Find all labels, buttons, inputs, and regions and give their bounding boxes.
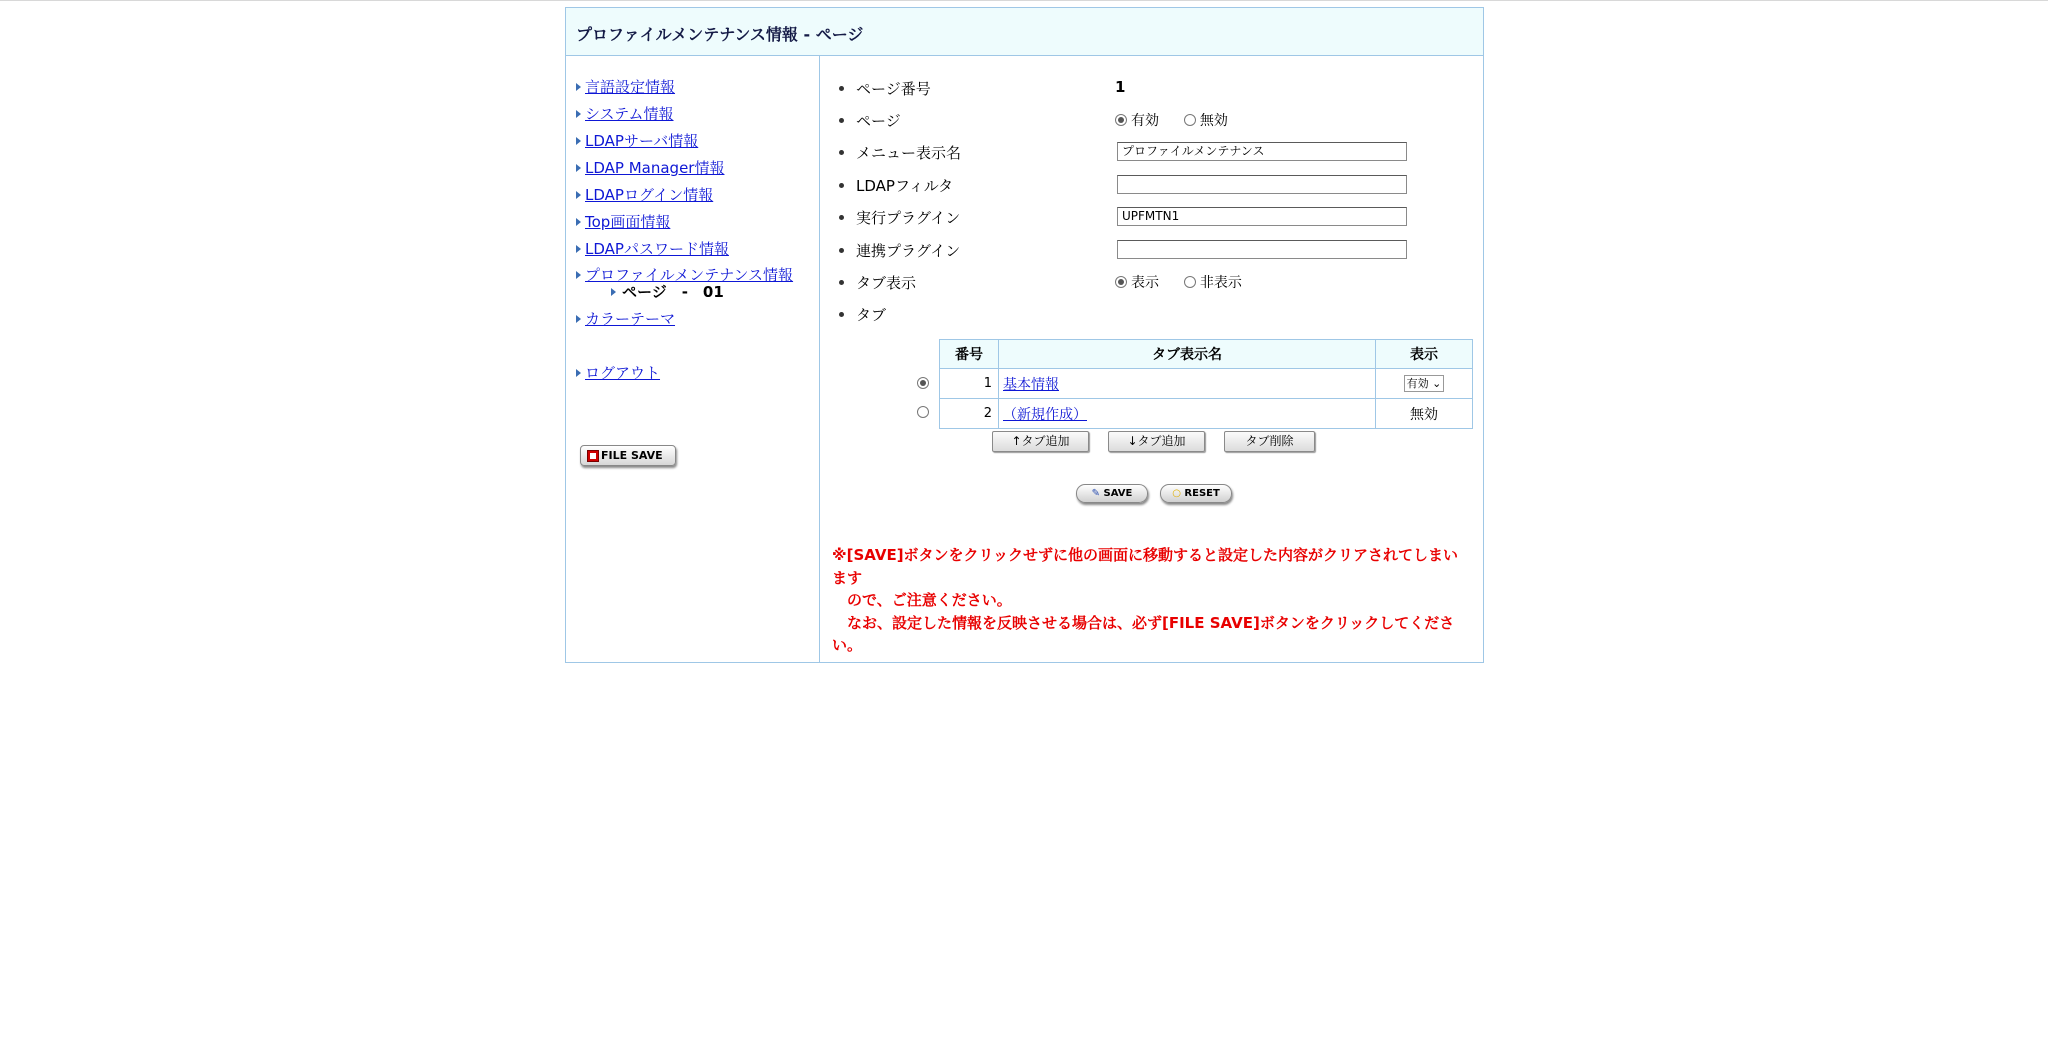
bullet-icon [839, 280, 844, 285]
page-disabled-radio[interactable] [1184, 114, 1196, 126]
sidebar-link-profile-maintenance[interactable]: プロファイルメンテナンス情報 [585, 266, 794, 284]
file-save-button[interactable] [580, 445, 676, 466]
main-panel [565, 7, 1484, 663]
warning-line-1: ※[SAVE]ボタンをクリックせずに他の画面に移動すると設定した内容がクリアされてしまいます [832, 546, 1458, 587]
sidebar-link-system[interactable]: システム情報 [585, 105, 674, 123]
tab-display-value: 無効 [1376, 399, 1473, 429]
exec-plugin-label: 実行プラグイン [856, 209, 961, 227]
tab-display-options [1115, 272, 1242, 292]
sidebar-item-ldap-login[interactable] [576, 184, 713, 206]
warning-line-2: ので、ご注意ください。 [832, 591, 1012, 609]
tab-delete-button[interactable]: タブ削除 [1224, 431, 1315, 452]
title-bar [566, 8, 1483, 56]
reset-circle-icon: ○ [1172, 488, 1181, 499]
sidebar-link-ldap-login[interactable]: LDAPログイン情報 [585, 186, 714, 204]
warning-message [832, 544, 1472, 657]
page-title: プロファイルメンテナンス情報 - ページ [576, 25, 864, 44]
tab-number: 2 [940, 399, 999, 429]
bullet-icon [839, 248, 844, 253]
sidebar-link-language[interactable]: 言語設定情報 [585, 78, 676, 96]
sidebar-subitem-label: ページ - 01 [622, 283, 724, 301]
sidebar-link-top-screen[interactable]: Top画面情報 [585, 213, 671, 231]
reset-label: RESET [1184, 488, 1220, 499]
arrow-right-icon [576, 191, 581, 199]
tab-display-hide-radio[interactable] [1184, 276, 1196, 288]
table-row [940, 399, 1473, 429]
sidebar-item-ldap-server[interactable] [576, 130, 698, 152]
link-plugin-input[interactable] [1117, 240, 1407, 259]
tab-table [939, 339, 1473, 429]
logout-link[interactable]: ログアウト [585, 364, 661, 382]
arrow-right-icon [576, 245, 581, 253]
arrow-right-icon [576, 369, 581, 377]
bullet-icon [839, 215, 844, 220]
sidebar-item-color-theme[interactable] [576, 308, 675, 330]
page-status-label: ページ [856, 112, 901, 130]
tab-row-1-radio[interactable] [917, 377, 929, 389]
sidebar-subitem-page [611, 281, 724, 303]
table-row [940, 369, 1473, 399]
top-divider [0, 0, 2048, 1]
sidebar-item-ldap-password[interactable] [576, 238, 729, 260]
link-plugin-label: 連携プラグイン [856, 242, 961, 260]
bullet-icon [839, 312, 844, 317]
tab-name-cell [999, 369, 1376, 399]
page-enabled-label: 有効 [1131, 113, 1159, 129]
tab-name-cell [999, 399, 1376, 429]
arrow-right-icon [576, 218, 581, 226]
bullet-icon [839, 118, 844, 123]
menu-name-label: メニュー表示名 [856, 144, 962, 162]
tab-name-link[interactable]: （新規作成） [1003, 406, 1087, 423]
warning-line-3: なお、設定した情報を反映させる場合は、必ず[FILE SAVE]ボタンをクリックしてください。 [832, 613, 1455, 654]
tab-display-hide-label: 非表示 [1199, 275, 1242, 291]
bullet-icon [839, 150, 844, 155]
bullet-icon [839, 183, 844, 188]
arrow-right-icon [576, 315, 581, 323]
page-number-label: ページ番号 [856, 80, 931, 98]
arrow-right-icon [611, 288, 616, 296]
tab-display-cell [1376, 369, 1473, 399]
sidebar-item-top-screen[interactable] [576, 211, 670, 233]
arrow-right-icon [576, 137, 581, 145]
tab-label: タブ [856, 306, 887, 324]
col-header-tab-name: タブ表示名 [999, 340, 1376, 369]
content-area [820, 56, 1483, 662]
page-disabled-label: 無効 [1199, 113, 1228, 129]
tab-add-up-button[interactable]: ↑タブ追加 [992, 431, 1089, 452]
tab-row-2-radio[interactable] [917, 406, 929, 418]
arrow-right-icon [576, 110, 581, 118]
arrow-right-icon [576, 83, 581, 91]
tab-name-link[interactable]: 基本情報 [1003, 376, 1059, 393]
table-header-row [940, 340, 1473, 369]
sidebar-link-ldap-server[interactable]: LDAPサーバ情報 [585, 132, 699, 150]
sidebar-item-ldap-manager[interactable] [576, 157, 724, 179]
pencil-icon: ✎ [1091, 488, 1101, 499]
tab-number: 1 [940, 369, 999, 399]
arrow-right-icon [576, 164, 581, 172]
menu-name-input[interactable]: プロファイルメンテナンス [1117, 142, 1407, 161]
file-save-label: FILE SAVE [601, 449, 663, 462]
col-header-number: 番号 [940, 340, 999, 369]
sidebar-item-language[interactable] [576, 76, 675, 98]
ldap-filter-input[interactable] [1117, 175, 1407, 194]
tab-display-show-label: 表示 [1131, 275, 1159, 291]
tab-display-select-value: 有効 [1406, 377, 1429, 390]
chevron-down-icon: ⌄ [1432, 377, 1442, 390]
page-enabled-radio[interactable] [1115, 114, 1127, 126]
bullet-icon [839, 86, 844, 91]
save-label: SAVE [1103, 488, 1133, 499]
page-status-options [1115, 110, 1228, 130]
sidebar-link-color-theme[interactable]: カラーテーマ [585, 310, 676, 328]
tab-display-label: タブ表示 [856, 274, 917, 292]
exec-plugin-input[interactable]: UPFMTN1 [1117, 207, 1407, 226]
arrow-right-icon [576, 271, 581, 279]
floppy-disk-icon [587, 450, 599, 462]
sidebar-link-ldap-manager[interactable]: LDAP Manager情報 [585, 159, 725, 177]
col-header-display: 表示 [1376, 340, 1473, 369]
sidebar-item-system[interactable] [576, 103, 674, 125]
tab-display-select[interactable] [1404, 375, 1445, 392]
reset-button[interactable] [1160, 484, 1232, 503]
ldap-filter-label: LDAPフィルタ [856, 177, 954, 195]
sidebar-item-logout[interactable] [576, 362, 660, 384]
sidebar [566, 56, 820, 662]
tab-display-show-radio[interactable] [1115, 276, 1127, 288]
page-number-value: 1 [1115, 78, 1126, 96]
save-button[interactable] [1076, 484, 1148, 503]
tab-add-down-button[interactable]: ↓タブ追加 [1108, 431, 1205, 452]
sidebar-link-ldap-password[interactable]: LDAPパスワード情報 [585, 240, 729, 258]
